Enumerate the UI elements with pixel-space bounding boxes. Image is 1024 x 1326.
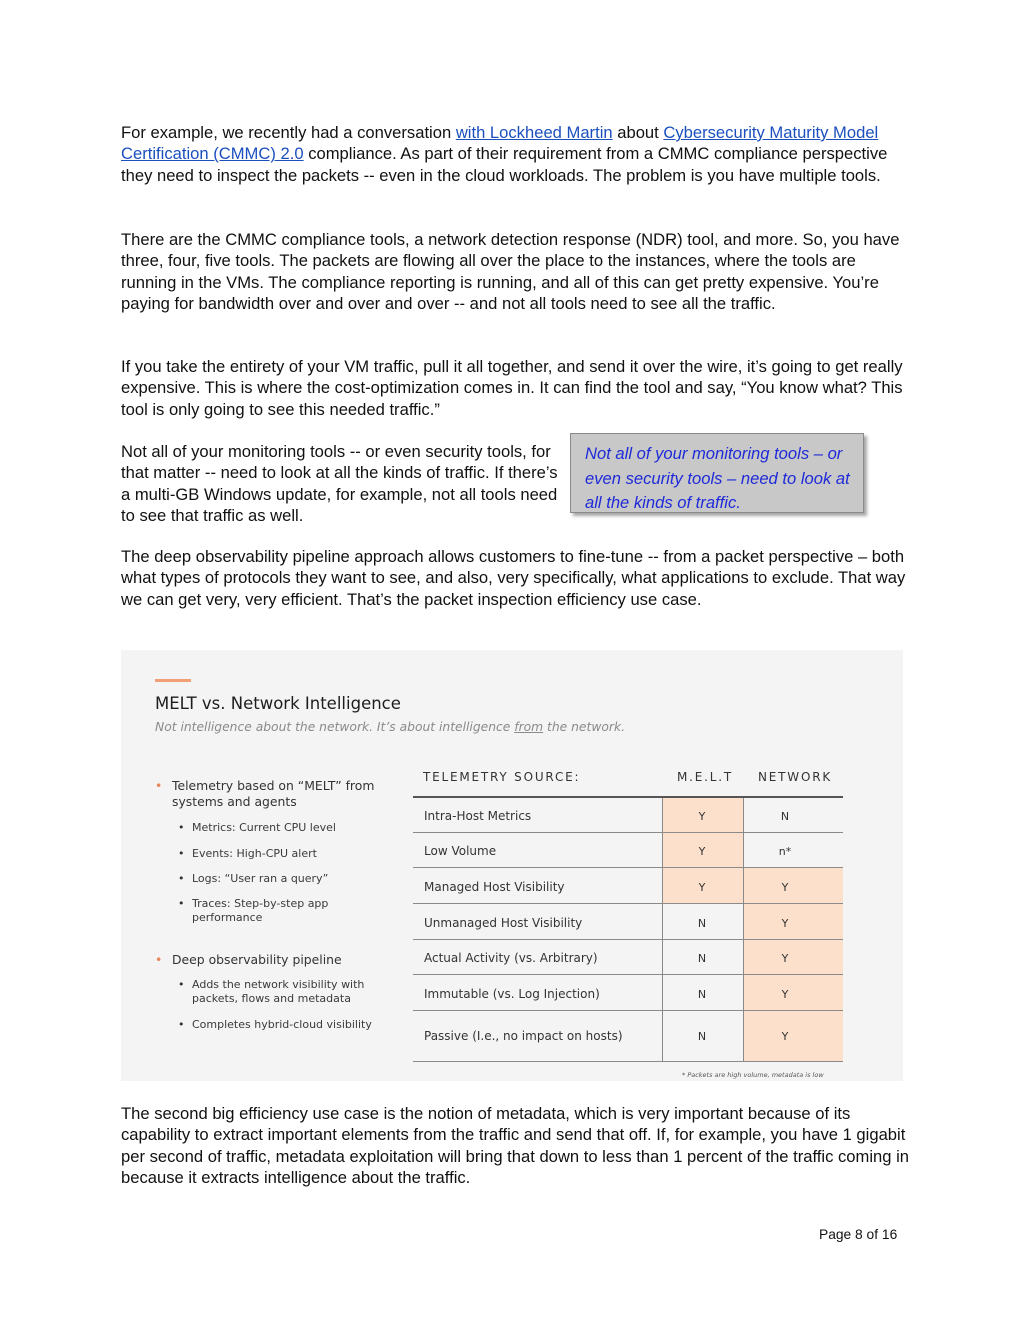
- subtitle-text: Not intelligence about the network. It’s about intelligence: [155, 720, 515, 734]
- table-footnote: * Packets are high volume, metadata is low: [682, 1071, 824, 1079]
- table-row: [413, 940, 843, 975]
- figure-title: MELT vs. Network Intelligence: [155, 694, 401, 713]
- sub-bullet: [178, 897, 378, 925]
- figure-subtitle: [155, 720, 625, 734]
- table-row: [413, 833, 843, 868]
- row-label: Immutable (vs. Log Injection): [424, 987, 600, 1001]
- paragraph-text: For example, we recently had a conversation: [121, 123, 456, 142]
- melt-figure: [121, 650, 903, 1081]
- melt-value: Y: [698, 845, 706, 858]
- paragraph-text: about: [612, 123, 664, 142]
- paragraph-text: compliance. As part of their requirement from a CMMC compliance perspective they need to inspect the packets -- even in the cloud workloads. The problem is you have multiple tools.: [121, 144, 888, 185]
- network-value: n*: [778, 845, 792, 858]
- subtitle-emphasis: from: [514, 720, 544, 734]
- bullet-telemetry: [155, 778, 385, 810]
- row-label: Actual Activity (vs. Arbitrary): [424, 951, 598, 965]
- bullet-dot-icon: •: [155, 778, 163, 793]
- table-header-source: TELEMETRY SOURCE:: [423, 770, 581, 784]
- melt-value: N: [697, 988, 707, 1001]
- sub-bullet-text: Adds the network visibility with packets, flows and metadata: [192, 978, 365, 1005]
- page-number: Page 8 of 16: [819, 1227, 898, 1242]
- paragraph-lockheed: [121, 122, 911, 186]
- network-value: Y: [781, 881, 789, 894]
- sub-bullet-text: Events: High-CPU alert: [192, 847, 317, 860]
- sub-bullet: [178, 1018, 378, 1032]
- table-row: [413, 868, 843, 904]
- melt-value: N: [697, 917, 707, 930]
- table-row: [413, 904, 843, 940]
- row-label: Low Volume: [424, 844, 497, 858]
- bullet-dot-icon: •: [178, 1018, 185, 1031]
- subtitle-text: the network.: [543, 720, 625, 734]
- paragraph-vm-traffic: If you take the entirety of your VM traffic, pull it all together, and send it over the wire, it’s going to get really expensive. This is where the cost-optimization comes in. It can find the tool and say, “You know what? This tool is only going to see this needed traffic.”: [121, 357, 903, 419]
- bullet-dot-icon: •: [178, 821, 185, 834]
- table-row: [413, 798, 843, 833]
- network-value: Y: [781, 988, 789, 1001]
- bullet-text: Telemetry based on “MELT” from systems and agents: [172, 778, 375, 809]
- pull-quote: Not all of your monitoring tools – or even security tools – need to look at all the kinds of traffic.: [570, 433, 864, 513]
- row-label: Unmanaged Host Visibility: [424, 916, 583, 930]
- paragraph-monitoring-tools: Not all of your monitoring tools -- or even security tools, for that matter -- need to look at all the kinds of traffic. If there’s a multi-GB Windows update, for example, not all tools need to see that traffic as well.: [121, 442, 558, 526]
- table-header-melt: M.E.L.T: [677, 770, 733, 784]
- network-value: Y: [781, 952, 789, 965]
- sub-bullet: [178, 847, 378, 861]
- table-row: [413, 1011, 843, 1062]
- bullet-dot-icon: •: [178, 872, 185, 885]
- row-divider: [413, 1061, 843, 1062]
- column-divider: [743, 798, 744, 1062]
- sub-bullet-text: Traces: Step-by-step app performance: [192, 897, 329, 924]
- bullet-dot-icon: •: [155, 952, 163, 967]
- sub-bullet: [178, 978, 378, 1006]
- table-row: [413, 975, 843, 1011]
- bullet-dot-icon: •: [178, 978, 185, 991]
- column-divider: [662, 798, 663, 1062]
- paragraph-pipeline: The deep observability pipeline approach allows customers to fine-tune -- from a packet perspective – both what types of protocols they want to see, and also, very specifically, what applications to exclude. That way we can get very, very efficient. That’s the packet inspection efficiency use case.: [121, 547, 906, 609]
- sub-bullet-text: Logs: “User ran a query”: [192, 872, 329, 885]
- melt-value: Y: [698, 810, 706, 823]
- row-label: Passive (I.e., no impact on hosts): [424, 1029, 623, 1043]
- figure-accent-bar: [155, 679, 191, 682]
- network-value: N: [780, 810, 790, 823]
- bullet-pipeline: [155, 952, 385, 968]
- bullet-dot-icon: •: [178, 847, 185, 860]
- melt-value: N: [697, 1030, 707, 1043]
- sub-bullet-text: Metrics: Current CPU level: [192, 821, 336, 834]
- link-lockheed-martin[interactable]: with Lockheed Martin: [455, 123, 613, 142]
- row-label: Managed Host Visibility: [424, 880, 565, 894]
- network-value: Y: [781, 917, 789, 930]
- bullet-text: Deep observability pipeline: [172, 952, 342, 967]
- link-cmmc[interactable]: Cybersecurity Maturity Model Certification (CMMC) 2.0: [121, 123, 879, 164]
- sub-bullet: [178, 872, 378, 886]
- melt-value: Y: [698, 881, 706, 894]
- bullet-dot-icon: •: [178, 897, 185, 910]
- melt-value: N: [697, 952, 707, 965]
- row-label: Intra-Host Metrics: [424, 809, 532, 823]
- network-value: Y: [781, 1030, 789, 1043]
- paragraph-cmmc-tools: There are the CMMC compliance tools, a network detection response (NDR) tool, and more. So, you have three, four, five tools. The packets are flowing all over the place to the instances, where the tools are running in the VMs. The compliance reporting is running, and all of this can get pretty expensive. You’re paying for bandwidth over and over and over -- and not all tools need to see all the traffic.: [121, 230, 900, 314]
- sub-bullet: [178, 821, 378, 835]
- sub-bullet-text: Completes hybrid-cloud visibility: [192, 1018, 372, 1031]
- table-header-network: NETWORK: [758, 770, 833, 784]
- paragraph-metadata: The second big efficiency use case is the notion of metadata, which is very important because of its capability to extract important elements from the traffic and send that off. If, for example, you have 1 gigabit per second of traffic, metadata exploitation will bring that down to less than 1 percent of the traffic coming in because it extracts intelligence about the traffic.: [121, 1104, 910, 1188]
